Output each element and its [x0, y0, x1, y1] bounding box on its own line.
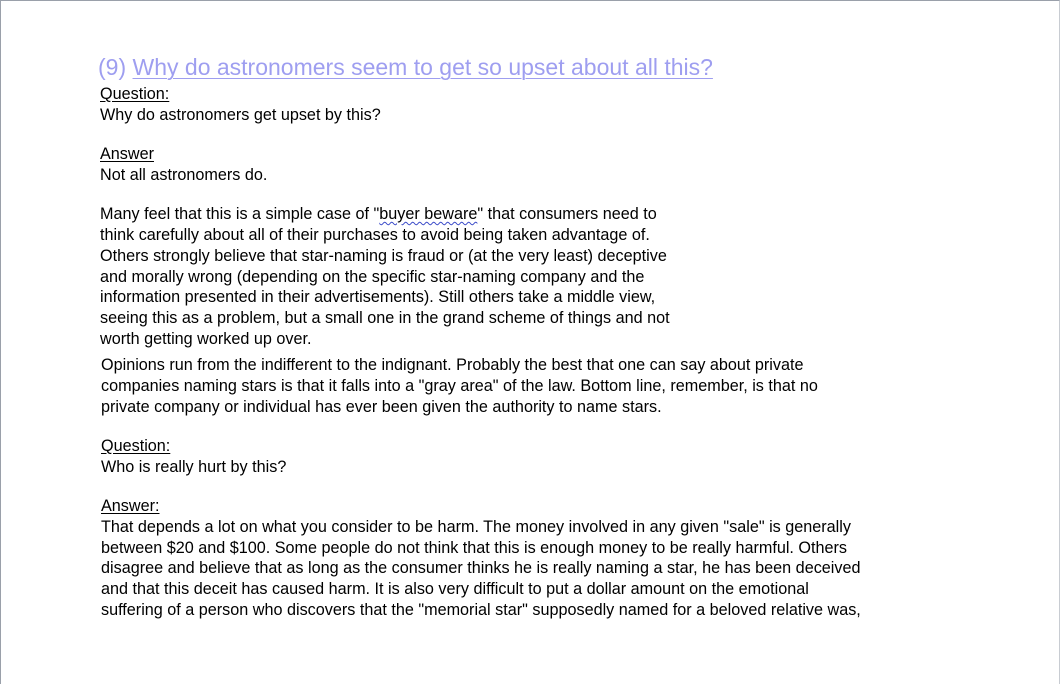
question-text: Who is really hurt by this? — [101, 458, 287, 476]
paragraph-line: Others strongly believe that star-naming is fraud or (at the very least) deceptive — [100, 247, 667, 265]
question-label: Question: — [100, 85, 170, 103]
question-text: Why do astronomers get upset by this? — [100, 106, 381, 124]
paragraph-line: private company or individual has ever been given the authority to name stars. — [101, 398, 662, 416]
paragraph-line: That depends a lot on what you consider to be harm. The money involved in any given "sale" is generally — [101, 518, 851, 536]
paragraph-line: disagree and believe that as long as the consumer thinks he is really naming a star, he has been deceived — [101, 559, 861, 577]
paragraph-line: suffering of a person who discovers that the "memorial star" supposedly named for a beloved relative was, — [101, 601, 861, 619]
paragraph-line: between $20 and $100. Some people do not think that this is enough money to be really harmful. Others — [101, 539, 848, 557]
misspelled-phrase: buyer beware — [379, 205, 478, 223]
question-label: Question: — [101, 437, 171, 455]
paragraph-line: Opinions run from the indifferent to the indignant. Probably the best that one can say about private — [101, 356, 804, 374]
section-title-link[interactable]: Why do astronomers seem to get so upset about all this? — [132, 54, 713, 80]
paragraph-line: companies naming stars is that it falls into a "gray area" of the law. Bottom line, remember, is that no — [101, 377, 818, 395]
paragraph-line: worth getting worked up over. — [100, 330, 312, 348]
paragraph-line: information presented in their advertisements). Still others take a middle view, — [100, 288, 656, 306]
answer-label: Answer — [100, 145, 154, 163]
section-heading — [98, 53, 713, 81]
answer-text: Not all astronomers do. — [100, 166, 268, 184]
paragraph-line: Many feel that this is a simple case of "buyer beware" that consumers need to — [100, 205, 657, 223]
paragraph-line: seeing this as a problem, but a small one in the grand scheme of things and not — [100, 309, 670, 327]
answer-label: Answer: — [101, 497, 160, 515]
paragraph-line: think carefully about all of their purchases to avoid being taken advantage of. — [100, 226, 650, 244]
paragraph-line: and that this deceit has caused harm. It is also very difficult to put a dollar amount on the emotional — [101, 580, 809, 598]
paragraph-line: and morally wrong (depending on the specific star-naming company and the — [100, 268, 645, 286]
section-number: (9) — [98, 54, 127, 80]
